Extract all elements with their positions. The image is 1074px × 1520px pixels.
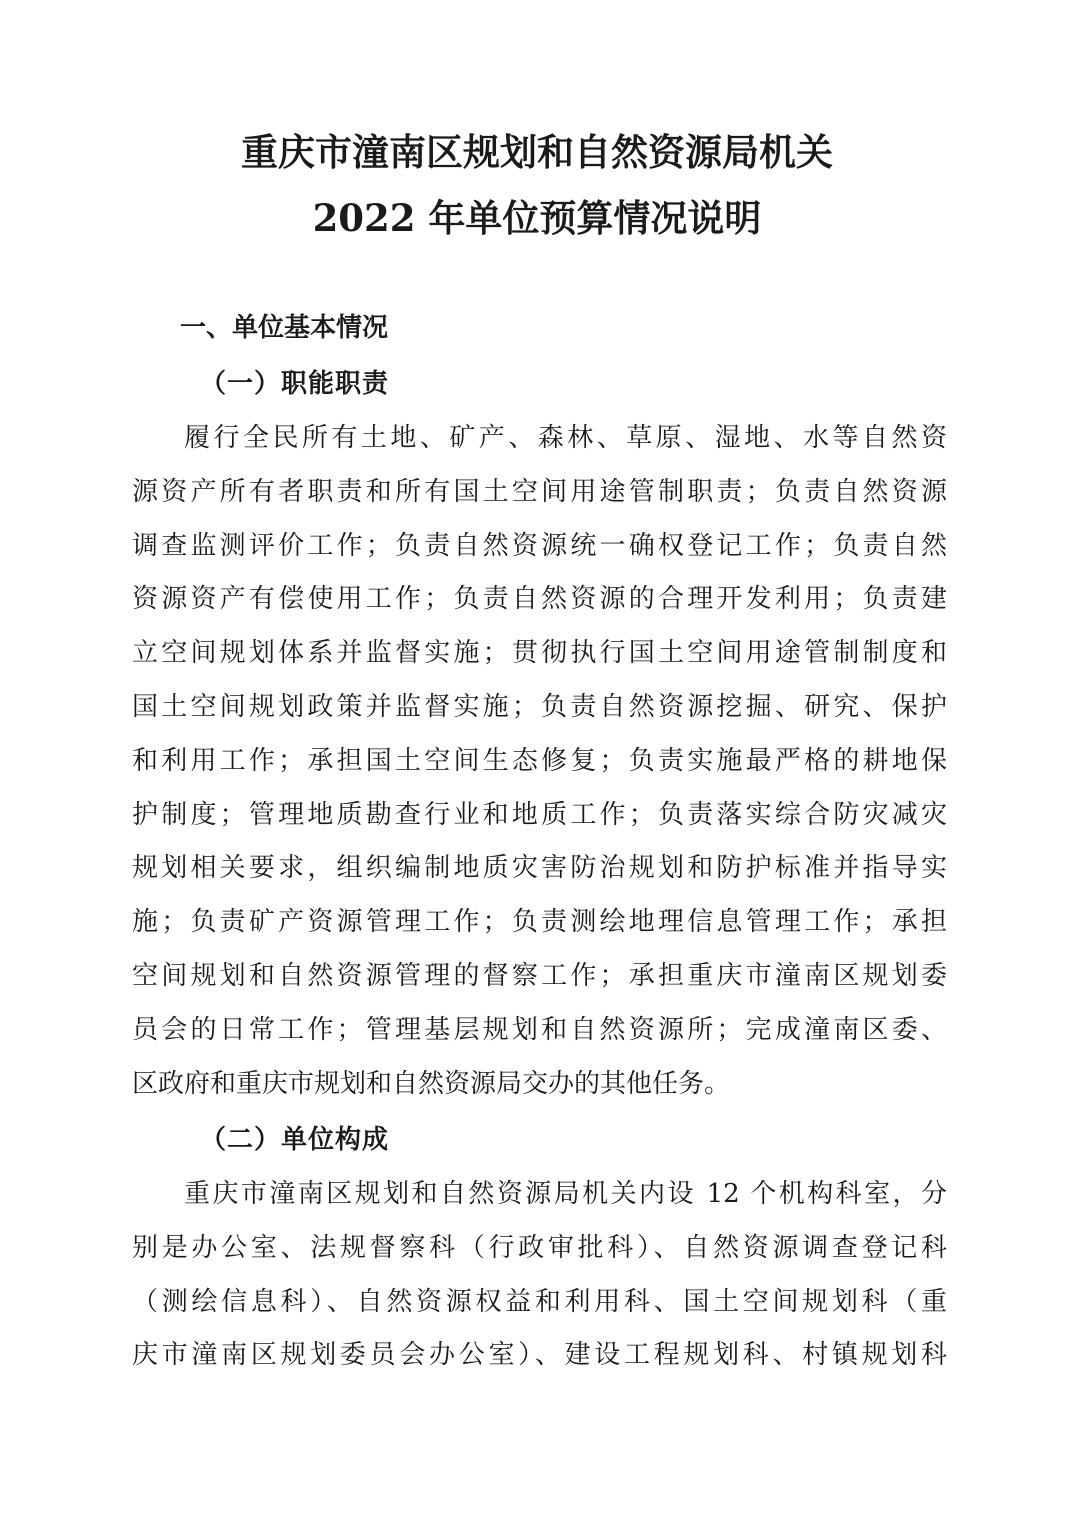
- subsection-heading-composition: （二）单位构成: [200, 1125, 390, 1155]
- document-title-line-2: 2022 年单位预算情况说明: [312, 196, 762, 240]
- paragraph-line: 区政府和重庆市规划和自然资源局交办的其他任务。: [132, 1068, 731, 1099]
- composition-paragraph: [132, 1168, 947, 1383]
- subsection-heading-functions: （一）职能职责: [200, 369, 390, 399]
- paragraph-line: 立空间规划体系并监督实施；贯彻执行国土空间用途管制制度和: [132, 638, 947, 669]
- paragraph-line: 规划相关要求，组织编制地质灾害防治规划和防护标准并指导实: [132, 853, 947, 884]
- paragraph-line: 履行全民所有土地、矿产、森林、草原、湿地、水等自然资: [184, 423, 947, 453]
- paragraph-line: 调查监测评价工作；负责自然资源统一确权登记工作；负责自然: [132, 530, 947, 561]
- paragraph-line: 和利用工作；承担国土空间生态修复；负责实施最严格的耕地保: [132, 745, 947, 776]
- paragraph-line: 国土空间规划政策并监督实施；负责自然资源挖掘、研究、保护: [132, 691, 947, 722]
- paragraph-line: 施；负责矿产资源管理工作；负责测绘地理信息管理工作；承担: [132, 907, 947, 938]
- section-heading-basic-info: 一、单位基本情况: [180, 313, 389, 343]
- paragraph-line: 资源资产有偿使用工作；负责自然资源的合理开发利用；负责建: [132, 584, 947, 615]
- document-title-line-1: 重庆市潼南区规划和自然资源局机关: [241, 130, 833, 174]
- paragraph-line: 庆市潼南区规划委员会办公室）、建设工程规划科、村镇规划科: [132, 1340, 947, 1371]
- paragraph-line: 源资产所有者职责和所有国土空间用途管制职责；负责自然资源: [132, 476, 947, 507]
- paragraph-line: 护制度；管理地质勘查行业和地质工作；负责落实综合防灾减灾: [132, 799, 947, 830]
- paragraph-line: 别是办公室、法规督察科（行政审批科）、自然资源调查登记科: [132, 1232, 947, 1263]
- functions-paragraph: [132, 412, 947, 1111]
- paragraph-line: 空间规划和自然资源管理的督察工作；承担重庆市潼南区规划委: [132, 960, 947, 991]
- paragraph-line: 员会的日常工作；管理基层规划和自然资源所；完成潼南区委、: [132, 1014, 947, 1045]
- paragraph-line: 重庆市潼南区规划和自然资源局机关内设 12 个机构科室，分: [184, 1179, 947, 1209]
- paragraph-line: （测绘信息科）、自然资源权益和利用科、国土空间规划科（重: [132, 1286, 947, 1317]
